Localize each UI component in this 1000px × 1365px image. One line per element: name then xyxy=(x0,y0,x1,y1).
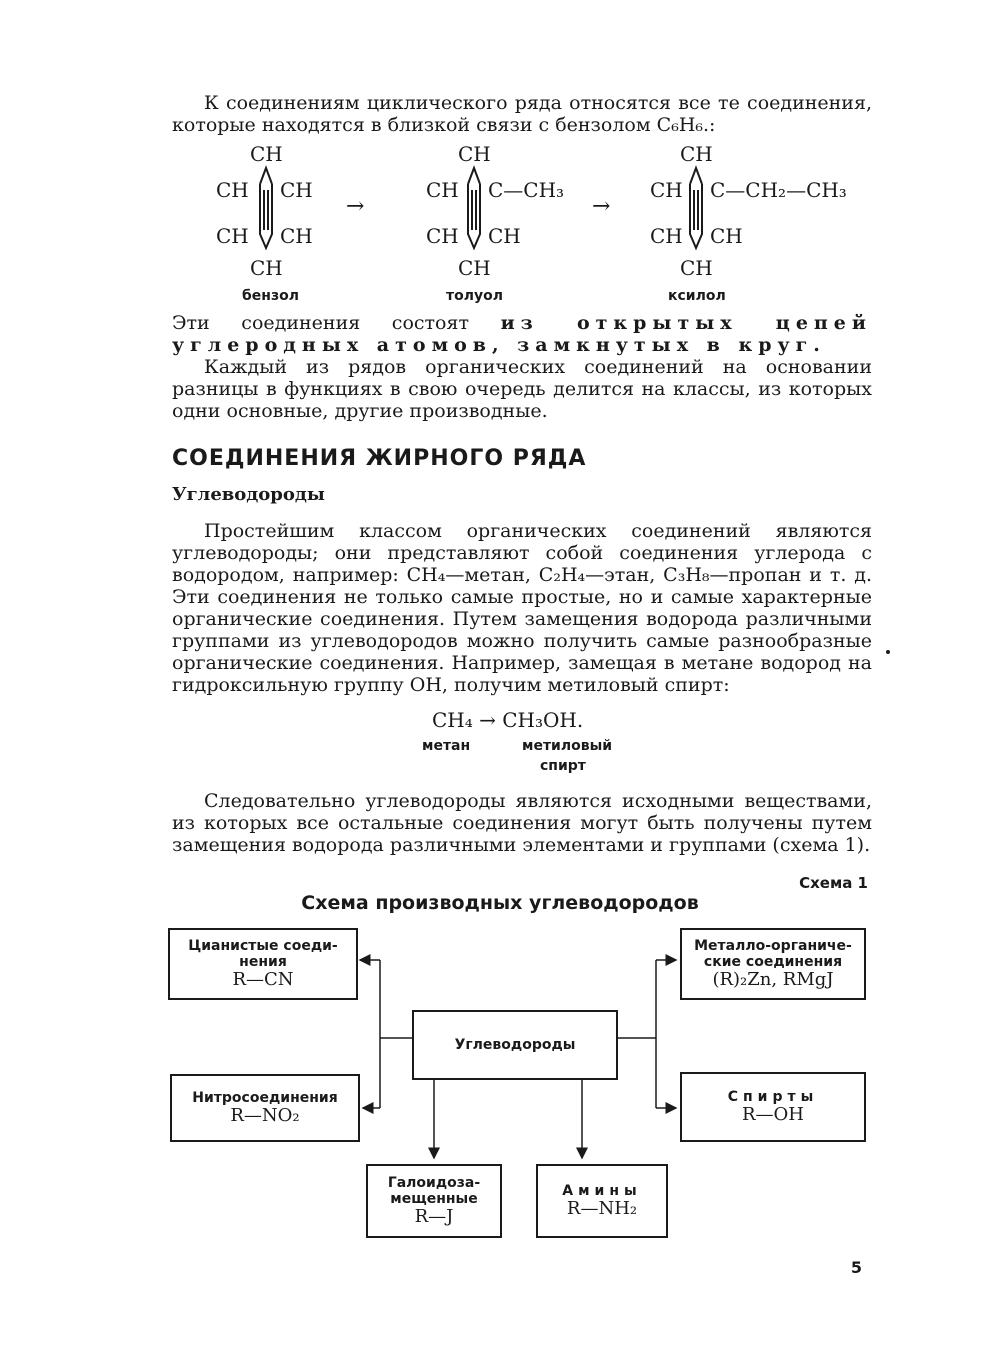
xylene-bonds xyxy=(650,144,870,274)
amines-formula: R—NH₂ xyxy=(566,1198,638,1219)
benzene-right-upper: CH xyxy=(280,178,313,202)
toluene-left-upper: CH xyxy=(426,178,459,202)
benzene-name: бензол xyxy=(242,288,299,304)
halo-name-1: Галоидоза- xyxy=(387,1175,481,1191)
hydrocarbons-label: Углеводороды xyxy=(454,1037,576,1053)
alcohols-box xyxy=(680,1072,866,1142)
benzene-top: CH xyxy=(250,142,283,166)
benzene-formula xyxy=(216,142,326,304)
page-number: 5 xyxy=(850,1258,862,1277)
toluene-left-lower: CH xyxy=(426,224,459,248)
benzene-left-upper: CH xyxy=(216,178,249,202)
organometal-name-1: Металло-органиче- xyxy=(694,938,852,954)
benzene-bottom: CH xyxy=(250,256,283,280)
xylene-left-lower: CH xyxy=(650,224,683,248)
margin-dot xyxy=(886,650,890,654)
benzene-right-lower: CH xyxy=(280,224,313,248)
product-label-1: метиловый xyxy=(522,738,613,754)
alcohols-name: Спирты xyxy=(727,1089,819,1105)
conclusion-paragraph: Следовательно углеводороды являются исходными веществами, из которых все остальные соединения могут быть получены путем замещения водорода различными элементами и группами (схема 1). xyxy=(172,790,872,856)
alcohols-formula: R—OH xyxy=(741,1104,804,1125)
toluene-bottom: CH xyxy=(458,256,491,280)
cyanide-box xyxy=(168,928,358,1000)
nitro-name: Нитросоединения xyxy=(192,1090,338,1106)
halo-formula: R—J xyxy=(414,1206,454,1227)
arrow-2: → xyxy=(592,194,611,219)
organometal-name-2: ские соединения xyxy=(703,954,843,970)
toluene-name: толуол xyxy=(446,288,503,304)
cyanide-name-1: Цианистые соеди- xyxy=(188,938,338,954)
nitro-formula: R—NO₂ xyxy=(230,1105,300,1126)
xylene-top: CH xyxy=(680,142,713,166)
cyclic-paragraph xyxy=(172,312,872,356)
halo-name-2: мещенные xyxy=(390,1191,478,1207)
methanol-reaction xyxy=(420,708,640,780)
classes-paragraph: Каждый из рядов органических соединений на основании разницы в функциях в свою очередь делится на классы, из которых одни основные, другие производные. xyxy=(172,356,872,422)
section-title: СОЕДИНЕНИЯ ЖИРНОГО РЯДА xyxy=(172,446,587,471)
subsection-title: Углеводороды xyxy=(172,484,325,505)
organometal-formula: (R)₂Zn, RMgJ xyxy=(712,969,834,990)
cyanide-formula: R—CN xyxy=(232,969,294,990)
toluene-top: CH xyxy=(458,142,491,166)
intro-paragraph: К соединениям циклического ряда относятся все те соединения, которые находятся в близкой связи с бензолом C₆H₆.: xyxy=(172,92,872,136)
nitro-box xyxy=(170,1074,360,1142)
hydrocarbons-box xyxy=(412,1010,618,1080)
xylene-right-lower: CH xyxy=(710,224,743,248)
toluene-bonds xyxy=(426,144,606,274)
toluene-right-lower: CH xyxy=(488,224,521,248)
amines-name: Амины xyxy=(562,1183,642,1199)
toluene-right-upper: C—CH₃ xyxy=(488,178,565,202)
xylene-formula xyxy=(650,142,870,304)
xylene-right-upper: C—CH₂—CH₃ xyxy=(710,178,847,202)
cyclic-spaced-text: из открытых цепей углеродных атомов, замкнутых в круг. xyxy=(172,312,872,356)
reactant-label: метан xyxy=(422,738,471,754)
ring-formulas xyxy=(0,140,1000,310)
scheme-label: Схема 1 xyxy=(799,874,868,892)
xylene-name: ксилол xyxy=(668,288,726,304)
xylene-bottom: CH xyxy=(680,256,713,280)
halo-box xyxy=(366,1164,502,1238)
reaction-equation: CH₄ → CH₃OH. xyxy=(432,708,584,732)
cyanide-name-2: нения xyxy=(239,954,287,970)
arrow-1: → xyxy=(346,194,365,219)
hydrocarbons-paragraph: Простейшим классом органических соединений являются углеводороды; они представляют собой соединения углерода с водородом, например: CH₄—метан, C₂H₄—этан, C₃H₈—пропан и т. д. Эти соединения не только самые простые, но и самые характерные органические соединения. Путем замещения водорода различными группами из углеводородов можно получить самые разнообразные органические соединения. Например, замещая в метане водород на гидроксильную группу OH, получим метиловый спирт: xyxy=(172,520,872,696)
amines-box xyxy=(536,1164,668,1238)
benzene-bonds xyxy=(216,144,326,274)
cyclic-plain-text: Эти соединения состоят xyxy=(172,312,501,334)
benzene-left-lower: CH xyxy=(216,224,249,248)
product-label-2: спирт xyxy=(540,758,586,774)
xylene-left-upper: CH xyxy=(650,178,683,202)
organometal-box xyxy=(680,928,866,1000)
scheme-title: Схема производных углеводородов xyxy=(301,892,699,914)
toluene-formula xyxy=(426,142,606,304)
